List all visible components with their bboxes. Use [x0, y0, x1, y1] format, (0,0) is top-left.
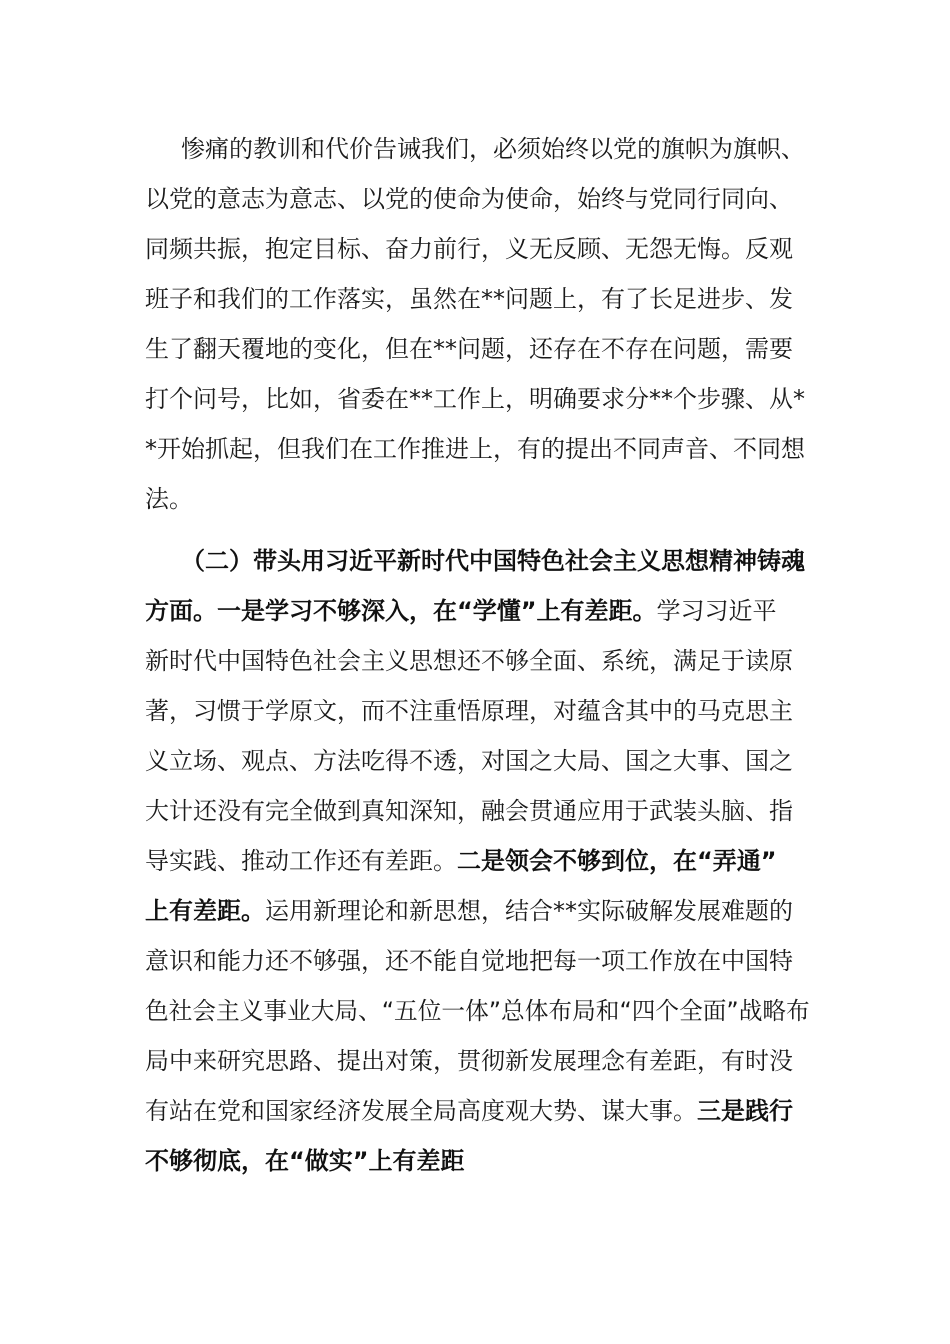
paragraph-line [145, 844, 777, 878]
paragraph-line: 班子和我们的工作落实，虽然在**问题上，有了长足进步、发 [145, 285, 793, 313]
paragraph-line: 生了翻天覆地的变化，但在**问题，还存在不存在问题，需要 [145, 335, 793, 363]
paragraph-line: 大计还没有完全做到真知深知，融会贯通应用于武装头脑、指 [145, 797, 793, 825]
normal-phrase: 运用新理论和新思想，结合**实际破解发展难题的 [265, 897, 793, 925]
section-heading: （二）带头用习近平新时代中国特色社会主义思想精神铸魂 [181, 547, 805, 575]
paragraph-line: 法。 [145, 485, 193, 513]
paragraph-line: 著，习惯于学原文，而不注重悟原理，对蕴含其中的马克思主 [145, 697, 793, 725]
bold-phrase: 三是践行 [697, 1097, 793, 1125]
bold-phrase: 上有差距。 [145, 897, 265, 925]
paragraph-line [145, 594, 777, 628]
paragraph-line: *开始抓起，但我们在工作推进上，有的提出不同声音、不同想 [145, 435, 805, 463]
normal-phrase: 学习习近平 [656, 597, 777, 625]
paragraph-line [145, 1094, 793, 1128]
paragraph-line: 色社会主义事业大局、“五位一体”总体布局和“四个全面”战略布 [145, 997, 810, 1025]
paragraph-line: 惨痛的教训和代价告诫我们，必须始终以党的旗帜为旗帜、 [181, 135, 805, 163]
paragraph-line: 打个问号，比如，省委在**工作上，明确要求分**个步骤、从* [145, 385, 805, 413]
paragraph-line: 以党的意志为意志、以党的使命为使命，始终与党同行同向、 [145, 185, 793, 213]
normal-phrase: 导实践、推动工作还有差距。 [145, 847, 457, 875]
paragraph-line: 同频共振，抱定目标、奋力前行，义无反顾、无怨无悔。反观 [145, 235, 793, 263]
paragraph-line: 不够彻底，在“做实”上有差距 [145, 1147, 465, 1175]
paragraph-line [145, 894, 793, 928]
paragraph-line: 意识和能力还不够强，还不能自觉地把每一项工作放在中国特 [145, 947, 793, 975]
bold-phrase: 方面。一是学习不够深入，在“学懂”上有差距。 [145, 597, 657, 625]
normal-phrase: 有站在党和国家经济发展全局高度观大势、谋大事。 [145, 1097, 697, 1125]
bold-phrase: 二是领会不够到位，在“弄通” [457, 847, 777, 875]
paragraph-line: 局中来研究思路、提出对策，贯彻新发展理念有差距，有时没 [145, 1047, 793, 1075]
paragraph-line: 义立场、观点、方法吃得不透，对国之大局、国之大事、国之 [145, 747, 793, 775]
paragraph-line: 新时代中国特色社会主义思想还不够全面、系统，满足于读原 [145, 647, 793, 675]
